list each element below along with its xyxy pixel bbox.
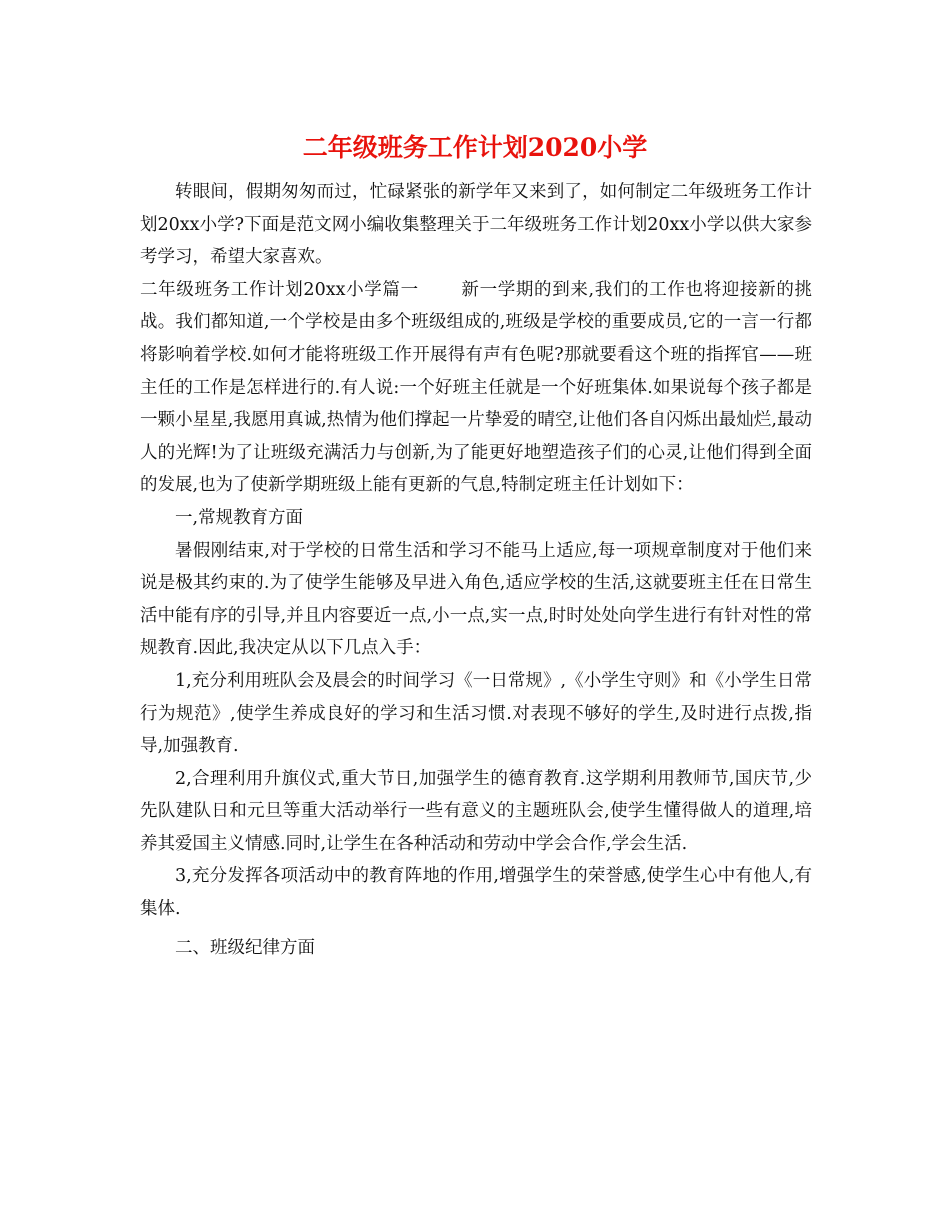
section1-heading: 一,常规教育方面 — [175, 507, 304, 528]
list-item-1: 1,充分利用班队会及晨会的时间学习《一日常规》,《小学生守则》和《小学生日常行为规范》,使学生养成良好的学习和生活习惯.对表现不够好的学生,及时进行点拨,指导,加强教育. — [140, 670, 812, 757]
intro-paragraph: 转眼间，假期匆匆而过，忙碌紧张的新学年又来到了，如何制定二年级班务工作计划20xx小学?下面是范文网小编收集整理关于二年级班务工作计划20xx小学以供大家参考学习，希望大家喜欢。 — [140, 182, 812, 268]
section1-paragraph: 暑假刚结束,对于学校的日常生活和学习不能马上适应,每一项规章制度对于他们来说是极其约束的.为了使学生能够及早进入角色,适应学校的生活,这就要班主任在日常生活中能有序的引导,并且内容要近一点,小一点,实一点,时时处处向学生进行有针对性的常规教育.因此,我决定从以下几点入手： — [140, 540, 812, 659]
section2-heading: 二、班级纪律方面 — [175, 937, 315, 958]
list-item-3: 3,充分发挥各项活动中的教育阵地的作用,增强学生的荣誉感,使学生心中有他人,有集体. — [140, 866, 812, 920]
document-body — [140, 176, 812, 964]
part1-label: 二年级班务工作计划20xx小学篇一 — [140, 279, 419, 300]
part1-text: 新一学期的到来,我们的工作也将迎接新的挑战。我们都知道,一个学校是由多个班级组成的,班级是学校的重要成员,它的一言一行都将影响着学校.如何才能将班级工作开展得有声有色呢?那就要看这个班的指挥官——班主任的工作是怎样进行的.有人说:一个好班主任就是一个好班集体.如果说每个孩子都是一颗小星星,我愿用真诚,热情为他们撑起一片挚爱的晴空,让他们各自闪烁出最灿烂,最动人的光辉!为了让班级充满活力与创新,为了能更好地塑造孩子们的心灵,让他们得到全面的发展,也为了使新学期班级上能有更新的气息,特制定班主任计划如下： — [140, 279, 813, 496]
list-item-2: 2,合理利用升旗仪式,重大节日,加强学生的德育教育.这学期利用教师节,国庆节,少先队建队日和元旦等重大活动举行一些有意义的主题班队会,使学生懂得做人的道理,培养其爱国主义情感.同时,让学生在各种活动和劳动中学会合作,学会生活. — [140, 768, 812, 854]
part1-paragraph — [140, 274, 812, 502]
document-title: 二年级班务工作计划2020小学 — [302, 133, 648, 162]
